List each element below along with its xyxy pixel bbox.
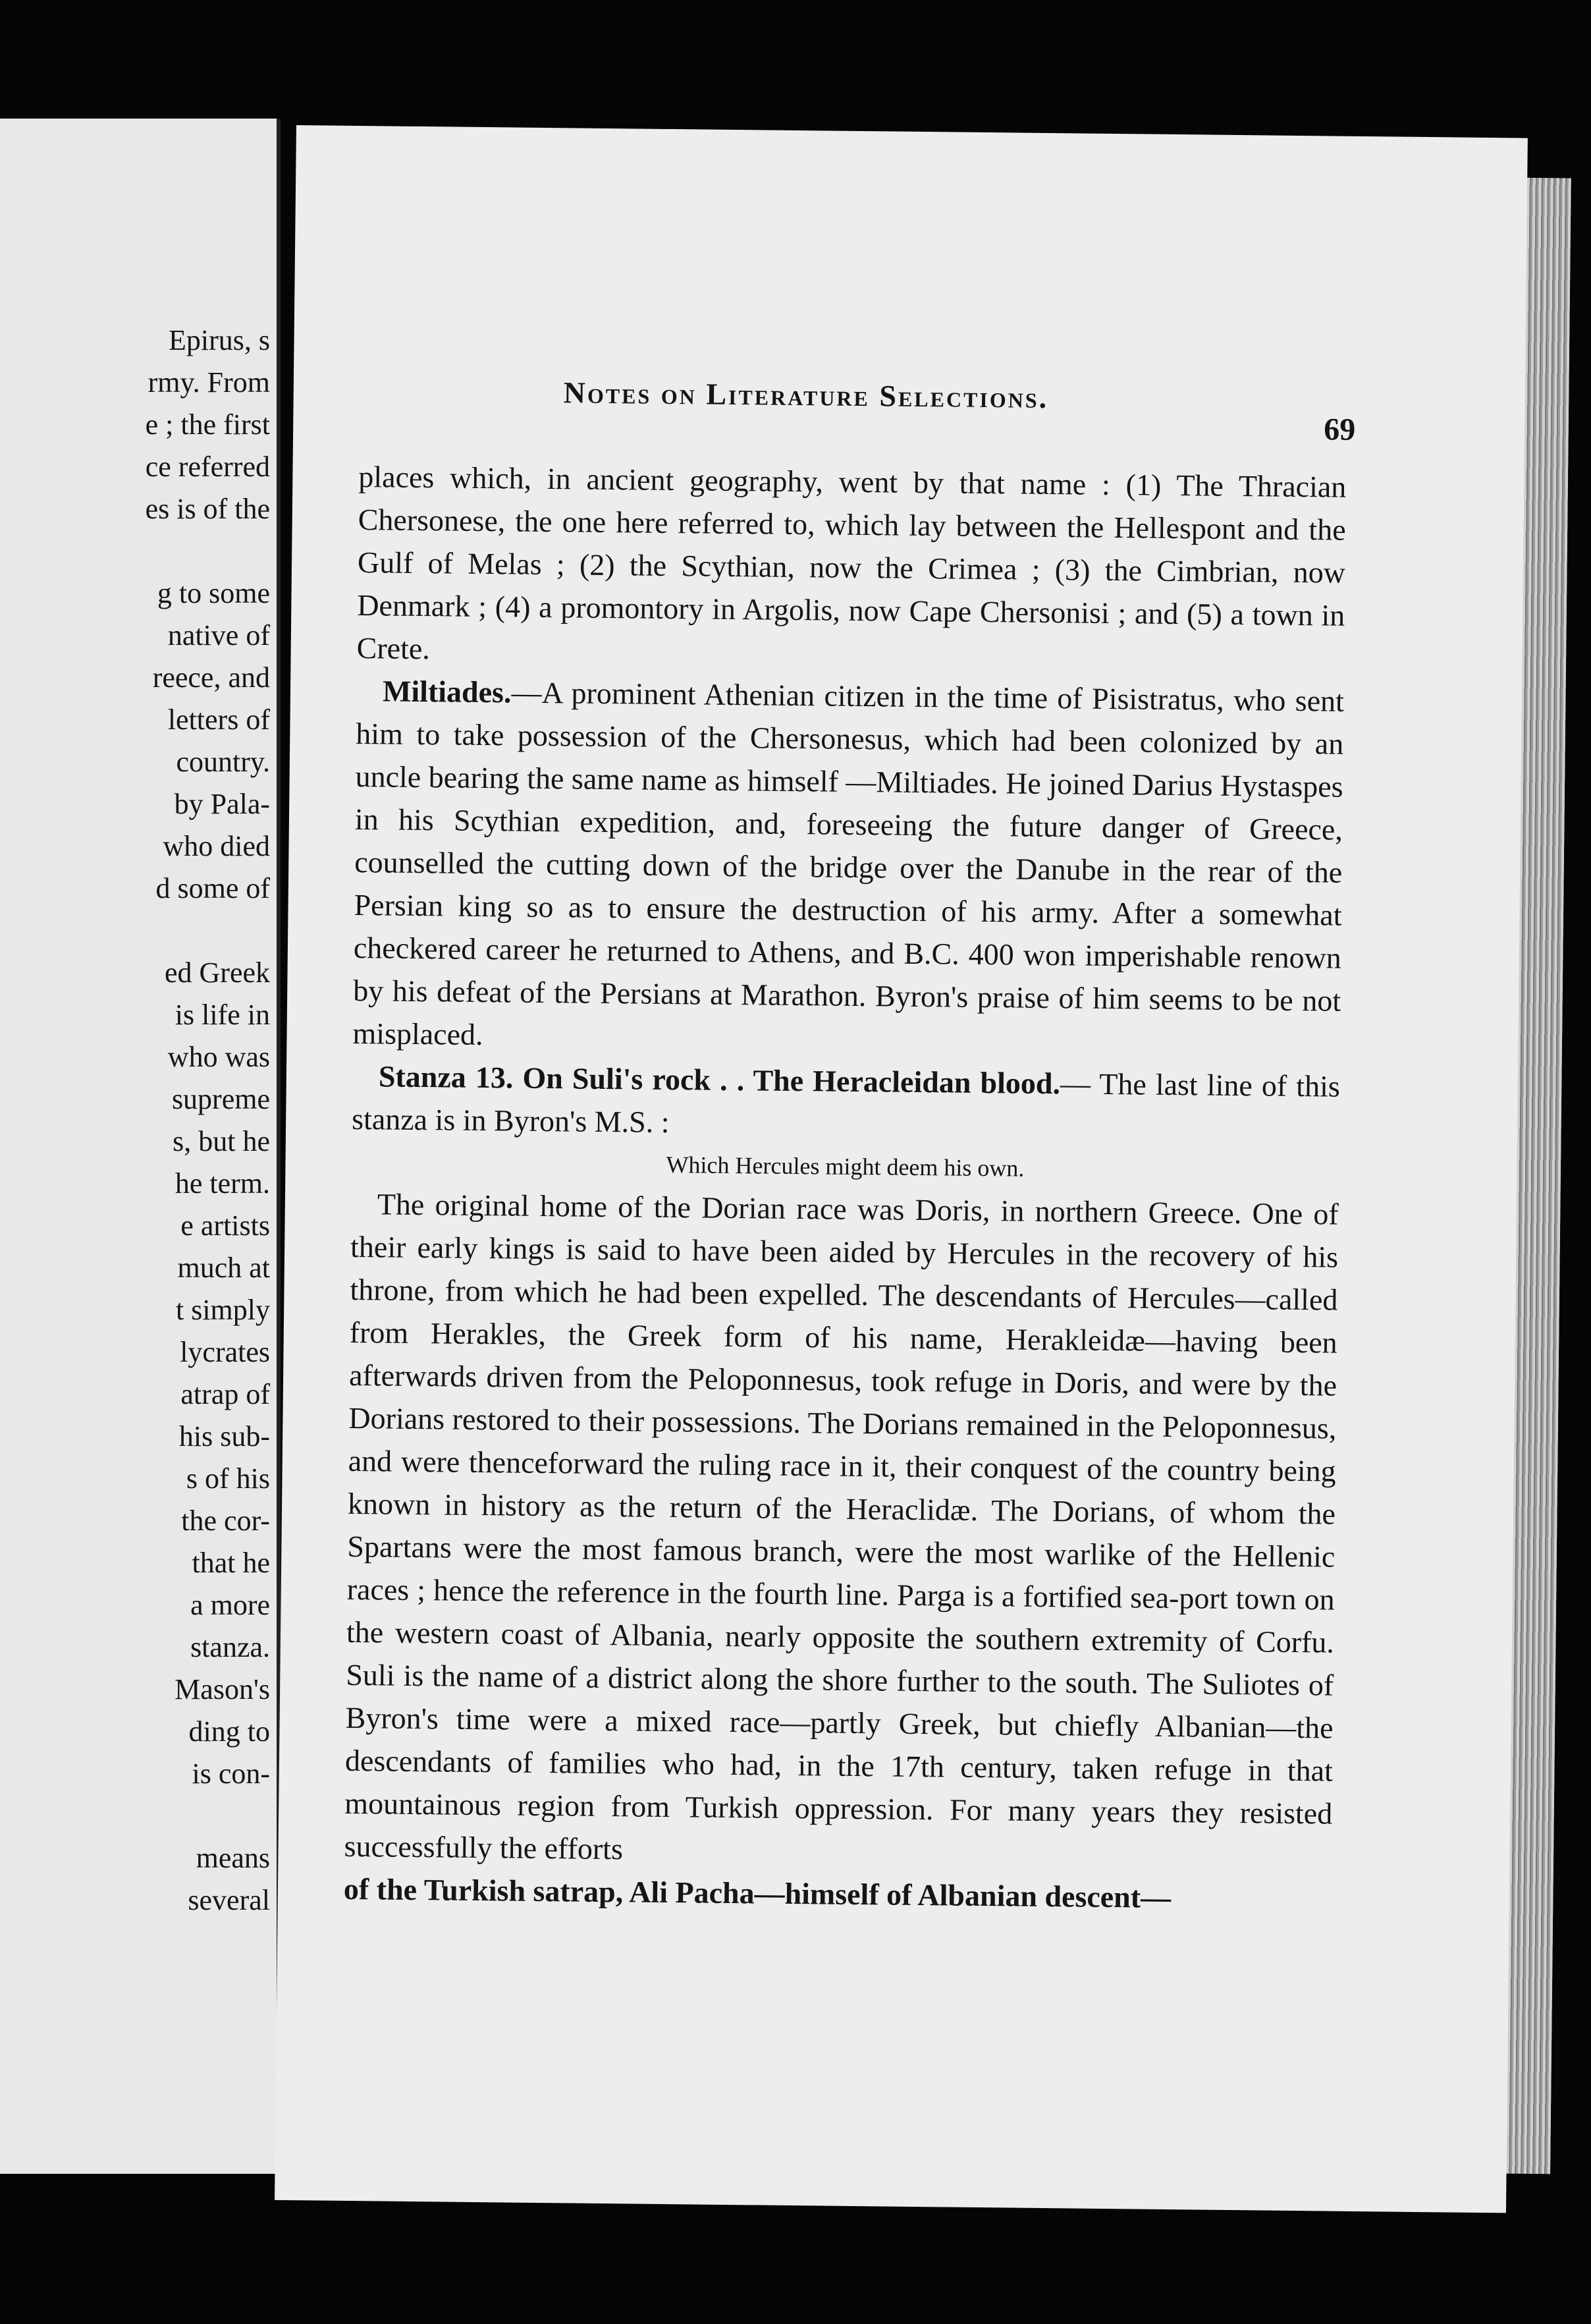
left-page-line: lycrates <box>180 1336 270 1368</box>
miltiades-text: —A prominent Athenian citizen in the time of Pisistratus, who sent him to take possession of the Chersonesus, which had been colonized by an uncle bearing the same name as himself —Miltiades. He joined Darius Hystaspes in his Scythian expedition, and, foreseeing the future danger of Greece, counselled the cutting down of the bridge over the Danube in the rear of the Persian king so as to ensure the destruction of his army. After a somewhat checkered career he returned to Athens, and B.C. 400 won imperishable renown by his defeat of the Persians at Marathon. Byron's praise of him seems to be not misplaced. <box>352 675 1345 1052</box>
left-page-line: native of <box>167 619 270 651</box>
left-page-line: rmy. From <box>148 366 270 399</box>
paragraph-last-line: of the Turkish satrap, Ali Pacha—himself of Albanian descent— <box>343 1871 1172 1915</box>
left-page-line: who died <box>163 830 270 862</box>
left-page-line: ce referred <box>145 451 270 483</box>
left-page-line: his sub- <box>178 1420 270 1452</box>
left-page-line: that he <box>192 1547 270 1579</box>
right-page <box>275 125 1528 2213</box>
left-page-line: is con- <box>192 1757 270 1790</box>
left-page-line: the cor- <box>181 1505 270 1537</box>
left-page-line: he term. <box>175 1167 270 1200</box>
left-page-line: t simply <box>175 1294 270 1326</box>
left-page <box>0 119 281 2174</box>
left-page-line: stanza. <box>190 1631 270 1663</box>
paragraph-stanza-13 <box>352 1055 1340 1151</box>
left-page-line: s of his <box>186 1462 270 1495</box>
left-page-line: much at <box>177 1252 270 1284</box>
verse-quotation: Which Hercules might deem his own. <box>666 1151 1025 1182</box>
left-page-line: Mason's <box>175 1673 270 1705</box>
heading-miltiades: Miltiades. <box>382 674 512 709</box>
left-page-line: e ; the first <box>145 408 270 441</box>
left-page-line: ed Greek <box>164 956 270 989</box>
left-page-line: country. <box>176 746 270 778</box>
left-page-line: supreme <box>171 1083 270 1115</box>
stanza-13-text: — The last line of this stanza is in Byron's M.S. : <box>351 1066 1341 1140</box>
left-page-line: s, but he <box>173 1125 270 1157</box>
left-page-line: who was <box>167 1041 270 1073</box>
left-page-line: by Pala- <box>174 788 270 820</box>
left-page-line: ding to <box>188 1715 270 1748</box>
left-page-line: means <box>196 1842 270 1874</box>
paragraph-chersonese: places which, in ancient geography, went by that name : (1) The Thracian Chersonese, the one here referred to, which lay between the Hellespont and the Gulf of Melas ; (2) the Scythian, now the Crimea ; (3) the Cimbrian, now Denmark ; (4) a promontory in Argolis, now Cape Chersonisi ; and (5) a town in Crete. <box>356 460 1347 666</box>
left-page-line: reece, and <box>152 661 270 694</box>
paragraph-miltiades <box>352 669 1344 1065</box>
body-text <box>344 455 1347 1921</box>
left-page-line: es is of the <box>145 493 270 525</box>
left-page-line: is life in <box>175 999 270 1031</box>
left-page-line: atrap of <box>180 1378 270 1410</box>
heading-stanza-13: Stanza 13. On Suli's rock . . The Heracleidan blood. <box>378 1059 1061 1101</box>
left-page-line: e artists <box>180 1209 270 1242</box>
left-page-line: a more <box>190 1589 270 1621</box>
left-page-line: d some of <box>155 872 270 904</box>
left-page-line: g to some <box>157 577 270 609</box>
page-number: 69 <box>1323 412 1356 447</box>
left-page-line: Epirus, s <box>169 324 270 356</box>
paragraph-dorians: The original home of the Dorian race was Doris, in northern Greece. One of their early kings is said to have been aided by Hercules in the recovery of his throne, from which he had been expelled. The descendants of Hercules—called from Herakles, the Greek form of his name, Herakleidæ—having been afterwards driven from the Peloponnesus, took refuge in Doris, and were by the Dorians restored to their possessions. The Dorians remained in the Peloponnesus, and were thenceforward the ruling race in it, their conquest of the country being known in history as the return of the Heraclidæ. The Dorians, of whom the Spartans were the most famous branch, were the most warlike of the Hellenic races ; hence the reference in the fourth line. Parga is a fortified sea-port town on the western coast of Albania, nearly opposite the southern extremity of Corfu. Suli is the name of a district along the shore further to the south. The Suliotes of Byron's time were a mixed race—partly Greek, but chiefly Albanian—the descendants of families who had, in the 17th century, taken refuge in that mountainous region from Turkish oppression. For many years they resisted successfully the efforts <box>344 1187 1339 1866</box>
left-page-line: several <box>188 1884 270 1916</box>
running-title: Notes on Literature Selections. <box>563 375 1049 414</box>
left-page-line: letters of <box>167 704 270 736</box>
